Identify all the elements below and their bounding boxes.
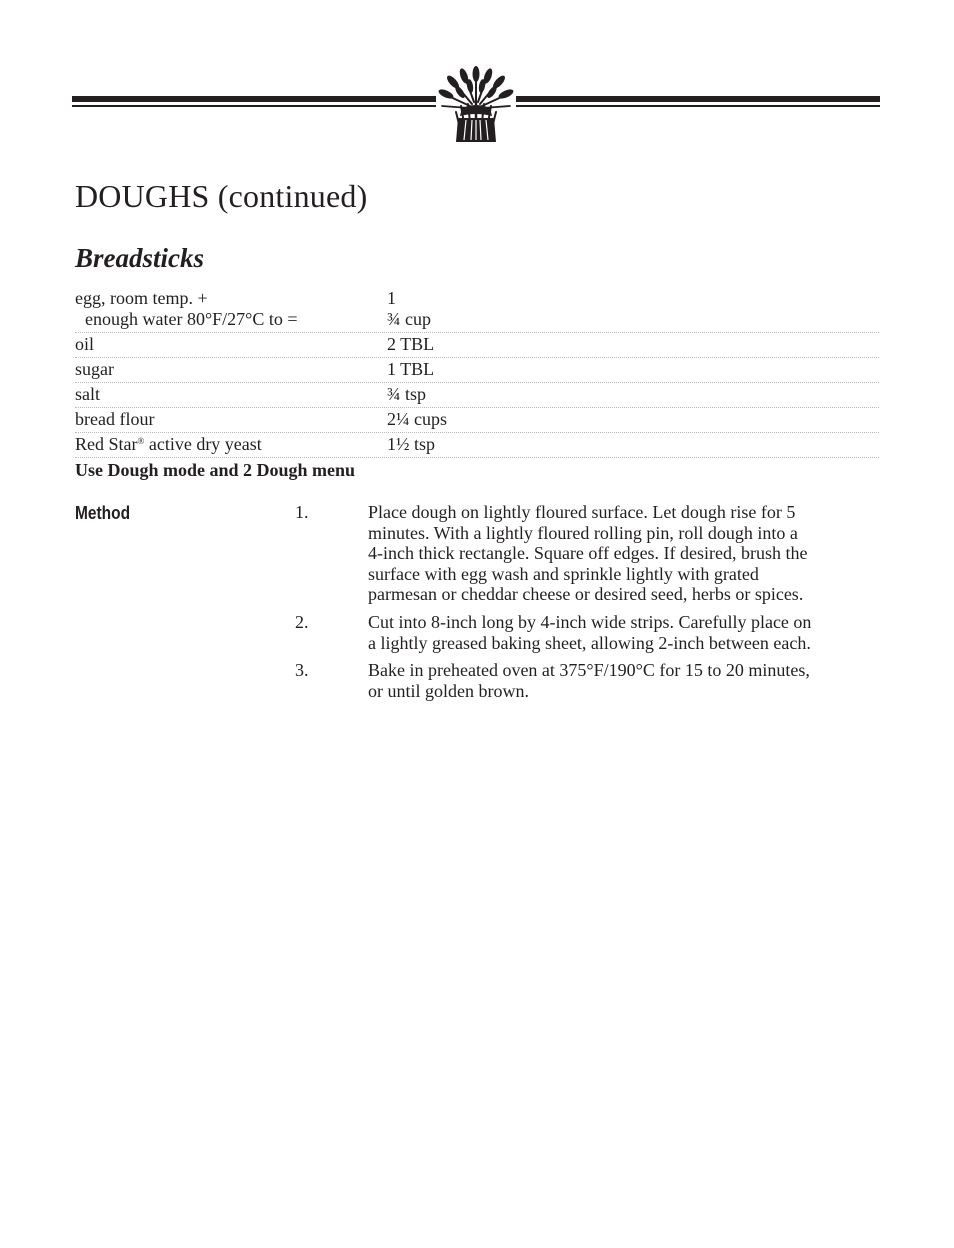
ingredient-list	[75, 287, 879, 481]
brand-name: Red Star	[75, 434, 138, 454]
ingredient-row	[75, 408, 879, 433]
ingredient-name-main: egg, room temp. +	[75, 288, 208, 308]
wheat-sheaf-icon	[436, 62, 516, 148]
ingredient-amount	[387, 288, 431, 330]
ingredient-name: salt	[75, 384, 100, 404]
ingredient-amount-main: 1	[387, 288, 396, 308]
step-number: 2.	[295, 611, 309, 632]
ingredient-name-sub: enough water 80°F/27°C to =	[85, 309, 298, 329]
ingredient-name: oil	[75, 334, 95, 354]
method-step	[295, 612, 815, 653]
method-step	[295, 502, 815, 605]
machine-setting-note: Use Dough mode and 2 Dough menu	[75, 460, 356, 480]
ingredient-amount: 1 TBL	[387, 359, 435, 379]
method-steps	[295, 502, 815, 708]
step-number: 3.	[295, 660, 309, 681]
ingredient-row	[75, 433, 879, 458]
method-step	[295, 660, 815, 701]
ingredient-row	[75, 333, 879, 358]
ingredient-amount: 2¼ cups	[387, 409, 447, 429]
ingredient-name	[75, 288, 387, 330]
registered-mark: ®	[137, 436, 145, 446]
ingredient-amount-sub: ¾ cup	[387, 309, 431, 329]
page-title: DOUGHS (continued)	[75, 178, 368, 214]
step-text: Bake in preheated oven at 375°F/190°C for 15 to 20 minutes, or until golden brown.	[368, 660, 810, 701]
ingredient-amount: 1½ tsp	[387, 434, 436, 454]
ingredient-name: bread flour	[75, 409, 155, 429]
ingredient-name-rest: active dry yeast	[144, 434, 262, 454]
step-number: 1.	[295, 502, 309, 522]
ingredient-row	[75, 358, 879, 383]
step-text: Place dough on lightly floured surface. Let dough rise for 5 minutes. With a lightly floured rolling pin, roll dough into a 4-inch thick rectangle. Square off edges. If desired, brush the surface with egg wash and sprinkle lightly with grated parmesan or cheddar cheese or desired seed, herbs or spices.	[368, 502, 808, 605]
ingredient-name	[75, 434, 387, 455]
recipe-title: Breadsticks	[75, 243, 205, 273]
ingredient-row	[75, 287, 879, 333]
step-text: Cut into 8-inch long by 4-inch wide strips. Carefully place on a lightly greased baking sheet, allowing 2-inch between each.	[368, 611, 812, 653]
method-label: Method	[75, 503, 131, 523]
ingredient-name: sugar	[75, 359, 114, 379]
ingredient-amount: ¾ tsp	[387, 384, 427, 404]
ingredient-amount: 2 TBL	[387, 334, 435, 354]
ingredient-row	[75, 383, 879, 408]
